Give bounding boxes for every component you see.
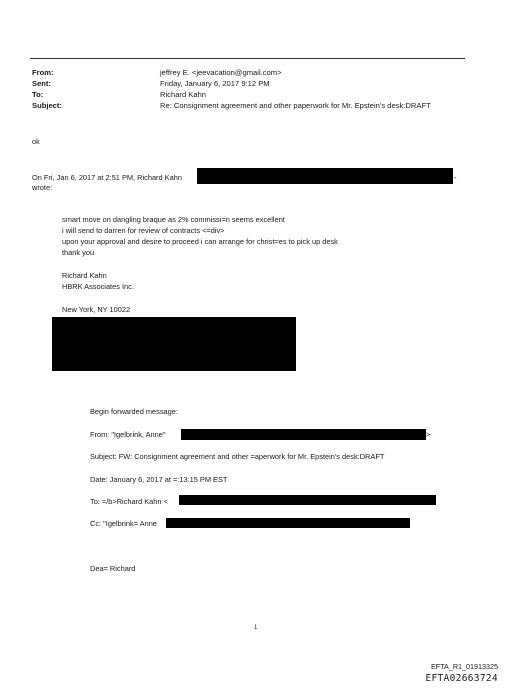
redaction-block	[197, 168, 453, 184]
document-reference-secondary: EFTA02663724	[425, 673, 498, 684]
redaction-block	[52, 317, 296, 371]
sent-label: Sent:	[32, 79, 51, 88]
to-value: Richard Kahn	[160, 90, 207, 99]
quote-header-line2: wrote:	[32, 183, 53, 192]
forwarded-cc: Cc: "Igelbrink= Anne	[90, 519, 157, 528]
signature-name: Richard Kahn	[62, 271, 107, 280]
forwarded-to: To: =/b>Richard Kahn <	[90, 497, 168, 506]
forwarded-from: From: "Igelbrink, Anne"	[90, 430, 166, 439]
to-label: To:	[32, 90, 44, 99]
header-divider	[30, 58, 465, 59]
subject-label: Subject:	[32, 101, 62, 110]
forwarded-from-tail: >	[426, 430, 431, 439]
redaction-block	[179, 495, 436, 505]
redaction-block	[166, 518, 410, 528]
signature-city: New York, NY 10022	[62, 305, 131, 314]
quote-header-line1: On Fri, Jan 6, 2017 at 2:51 PM, Richard Kahn	[32, 173, 182, 182]
quote-header-tail: -	[454, 173, 457, 182]
subject-value: Re: Consignment agreement and other paperwork for Mr. Epstein's desk:DRAFT	[160, 101, 431, 110]
document-reference-primary: EFTA_R1_01913325	[431, 662, 498, 671]
from-value: jeffrey E. <jeevacation@gmail.com>	[160, 68, 282, 77]
quoted-line: upon your approval and desire to proceed i can arrange for christ=es to pick up desk	[62, 237, 338, 246]
forwarded-date: Date: January 6, 2017 at =:13:15 PM EST	[90, 475, 228, 484]
reply-text: ok	[32, 137, 40, 146]
signature-company: HBRK Associates Inc.	[62, 282, 134, 291]
sent-value: Friday, January 6, 2017 9:12 PM	[160, 79, 270, 88]
redaction-block	[181, 429, 426, 440]
quoted-line: i will send to darren for review of contracts <=div>	[62, 226, 225, 235]
from-label: From:	[32, 68, 54, 77]
forwarded-greeting: Dea= Richard	[90, 564, 136, 573]
page-number: 1	[254, 625, 258, 631]
quoted-line: smart move on dangling braque as 2% commissi=n seems excellent	[62, 215, 285, 224]
quoted-line: thank you	[62, 248, 95, 257]
forwarded-heading: Begin forwarded message:	[90, 407, 178, 416]
forwarded-subject: Subject: FW: Consignment agreement and other =aperwork for Mr. Epstein's desk:DRAFT	[90, 452, 385, 461]
